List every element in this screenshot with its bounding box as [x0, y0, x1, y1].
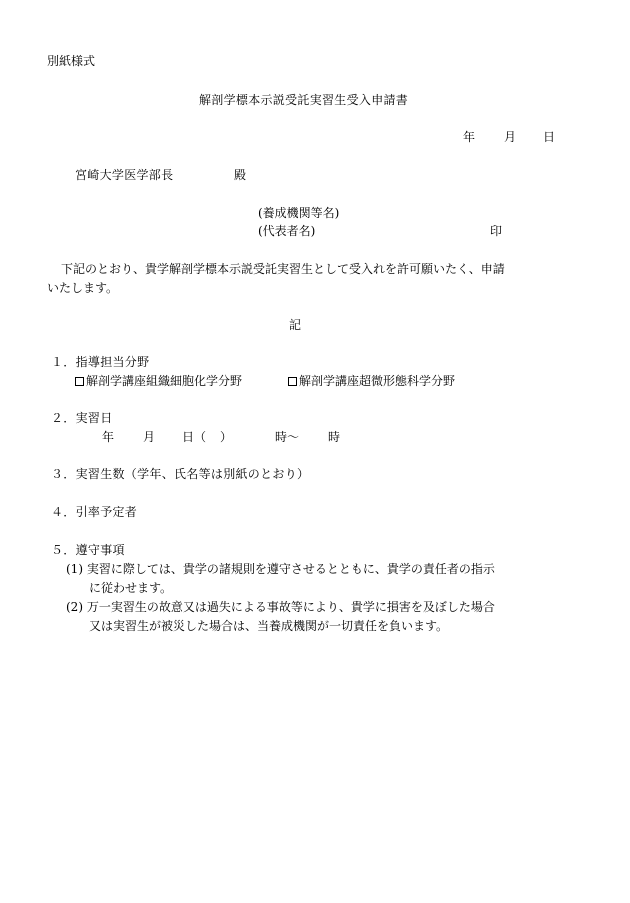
rule-2-line-1: (2) 万一実習生の故意又は過失による事故等により、貴学に損害を及ぼした場合: [66, 600, 495, 614]
section-3-heading: ３．実習生数（学年、氏名等は別紙のとおり）: [51, 467, 310, 481]
ki-heading: 記: [289, 318, 302, 332]
practice-month: 月: [143, 430, 156, 444]
section-1-heading: １．指導担当分野: [51, 355, 150, 369]
practice-year: 年: [102, 430, 115, 444]
practice-day: 日（: [182, 430, 207, 444]
date-month: 月: [504, 130, 517, 144]
addressee-honorific: 殿: [234, 168, 247, 182]
checkbox-histology[interactable]: [75, 377, 84, 386]
date-year: 年: [463, 130, 476, 144]
document-title: 解剖学標本示説受託実習生受入申請書: [199, 93, 409, 107]
rule-1-line-2: に従わせます。: [89, 581, 173, 595]
option-ultrastructure-label: 解剖学講座超微形態科学分野: [299, 374, 456, 388]
request-line-1: 下記のとおり、貴学解剖学標本示説受託実習生として受入れを許可願いたく、申請: [61, 262, 505, 276]
rule-1-line-1: (1) 実習に際しては、貴学の諸規則を遵守させるとともに、貴学の責任者の指示: [66, 562, 495, 576]
practice-hour-from: 時～: [275, 430, 300, 444]
section-5-heading: ５．遵守事項: [51, 543, 125, 557]
option-histology[interactable]: [75, 375, 242, 387]
section-4-heading: ４．引率予定者: [51, 505, 138, 519]
checkbox-ultrastructure[interactable]: [288, 377, 297, 386]
seal-mark: 印: [490, 224, 503, 238]
practice-weekday-close: ）: [220, 430, 233, 444]
option-histology-label: 解剖学講座組織細胞化学分野: [86, 374, 243, 388]
request-line-2: いたします。: [47, 281, 119, 295]
rule-2-line-2: 又は実習生が被災した場合は、当養成機関が一切責任を負います。: [89, 619, 449, 633]
practice-hour-to: 時: [328, 430, 341, 444]
form-label: 別紙様式: [47, 54, 96, 68]
representative-label: (代表者名): [258, 224, 316, 238]
addressee-name: 宮崎大学医学部長: [75, 168, 174, 182]
section-2-heading: ２．実習日: [51, 411, 113, 425]
institution-label: (養成機関等名): [258, 206, 340, 220]
date-day: 日: [543, 130, 556, 144]
option-ultrastructure[interactable]: [288, 375, 455, 387]
